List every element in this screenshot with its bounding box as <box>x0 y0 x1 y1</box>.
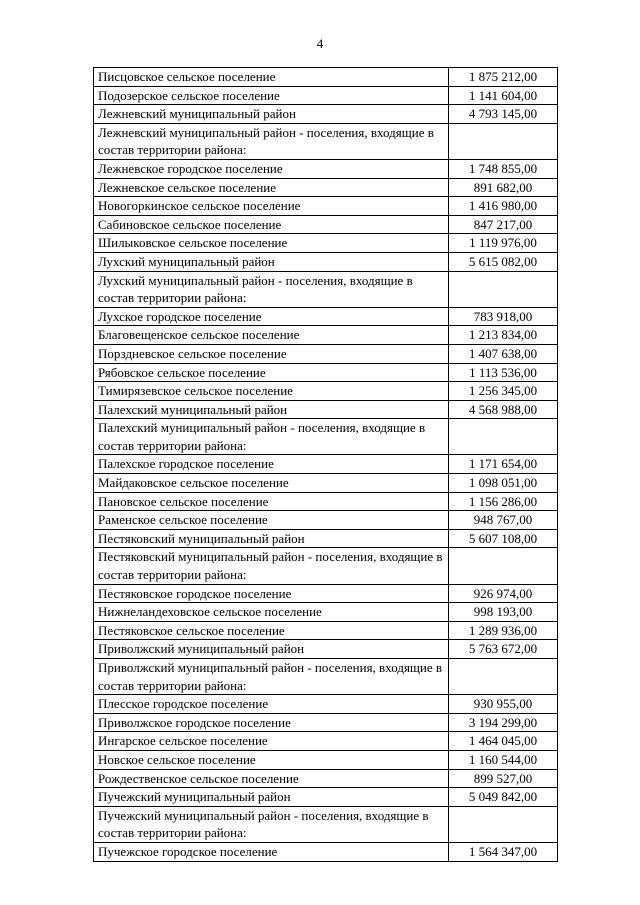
table-row <box>94 159 558 178</box>
settlement-name-cell: Палехское городское поселение <box>94 455 449 474</box>
settlement-name-cell: Новогоркинское сельское поселение <box>94 197 449 216</box>
amount-cell: 998 193,00 <box>449 603 558 622</box>
settlement-name-cell: Приволжский муниципальный район - поселения, входящие в состав территории района: <box>94 659 449 695</box>
table-row <box>94 400 558 419</box>
amount-cell: 1 407 638,00 <box>449 344 558 363</box>
table-row <box>94 713 558 732</box>
settlement-name-cell: Майдаковское сельское поселение <box>94 474 449 493</box>
amount-cell: 1 113 536,00 <box>449 363 558 382</box>
amount-cell: 5 615 082,00 <box>449 252 558 271</box>
table-row <box>94 788 558 807</box>
amount-cell: 5 763 672,00 <box>449 640 558 659</box>
table-row <box>94 492 558 511</box>
amount-cell <box>449 271 558 307</box>
settlement-name-cell: Приволжский муниципальный район <box>94 640 449 659</box>
settlement-name-cell: Лежневский муниципальный район - поселения, входящие в состав территории района: <box>94 123 449 159</box>
table-row <box>94 640 558 659</box>
amount-cell: 948 767,00 <box>449 511 558 530</box>
settlement-name-cell: Лежневское городское поселение <box>94 159 449 178</box>
settlement-name-cell: Шилыковское сельское поселение <box>94 234 449 253</box>
table-row <box>94 197 558 216</box>
amount-cell <box>449 548 558 584</box>
settlement-name-cell: Пестяковское сельское поселение <box>94 621 449 640</box>
settlement-name-cell: Пестяковский муниципальный район - поселения, входящие в состав территории района: <box>94 548 449 584</box>
settlement-name-cell: Порздневское сельское поселение <box>94 344 449 363</box>
amount-cell: 1 119 976,00 <box>449 234 558 253</box>
amount-cell <box>449 806 558 842</box>
table-row <box>94 584 558 603</box>
settlement-name-cell: Сабиновское сельское поселение <box>94 215 449 234</box>
budget-table-body <box>94 68 558 862</box>
amount-cell <box>449 659 558 695</box>
settlement-name-cell: Пановское сельское поселение <box>94 492 449 511</box>
amount-cell: 926 974,00 <box>449 584 558 603</box>
settlement-name-cell: Подозерское сельское поселение <box>94 86 449 105</box>
settlement-name-cell: Новское сельское поселение <box>94 750 449 769</box>
table-row <box>94 769 558 788</box>
amount-cell: 3 194 299,00 <box>449 713 558 732</box>
table-row <box>94 178 558 197</box>
amount-cell: 1 875 212,00 <box>449 68 558 87</box>
settlement-name-cell: Лухское городское поселение <box>94 307 449 326</box>
table-row <box>94 344 558 363</box>
settlement-name-cell: Тимирязевское сельское поселение <box>94 382 449 401</box>
table-row <box>94 603 558 622</box>
amount-cell: 930 955,00 <box>449 695 558 714</box>
table-row <box>94 529 558 548</box>
table-row <box>94 123 558 159</box>
table-row <box>94 326 558 345</box>
settlement-name-cell: Лухский муниципальный район <box>94 252 449 271</box>
settlement-name-cell: Рождественское сельское поселение <box>94 769 449 788</box>
page-number: 4 <box>316 36 324 51</box>
amount-cell: 783 918,00 <box>449 307 558 326</box>
amount-cell: 1 141 604,00 <box>449 86 558 105</box>
amount-cell: 1 171 654,00 <box>449 455 558 474</box>
table-row <box>94 363 558 382</box>
table-row <box>94 732 558 751</box>
settlement-name-cell: Лухский муниципальный район - поселения, входящие в состав территории района: <box>94 271 449 307</box>
settlement-name-cell: Пестяковский муниципальный район <box>94 529 449 548</box>
table-row <box>94 750 558 769</box>
table-row <box>94 382 558 401</box>
table-row <box>94 86 558 105</box>
amount-cell: 847 217,00 <box>449 215 558 234</box>
amount-cell: 5 049 842,00 <box>449 788 558 807</box>
table-row <box>94 806 558 842</box>
amount-cell: 891 682,00 <box>449 178 558 197</box>
table-row <box>94 271 558 307</box>
amount-cell: 1 156 286,00 <box>449 492 558 511</box>
amount-cell: 5 607 108,00 <box>449 529 558 548</box>
settlement-name-cell: Рябовское сельское поселение <box>94 363 449 382</box>
table-row <box>94 105 558 124</box>
settlement-name-cell: Благовещенское сельское поселение <box>94 326 449 345</box>
amount-cell: 1 289 936,00 <box>449 621 558 640</box>
table-row <box>94 307 558 326</box>
amount-cell: 1 160 544,00 <box>449 750 558 769</box>
amount-cell: 1 748 855,00 <box>449 159 558 178</box>
settlement-name-cell: Ингарское сельское поселение <box>94 732 449 751</box>
settlement-name-cell: Палехский муниципальный район - поселения, входящие в состав территории района: <box>94 419 449 455</box>
amount-cell: 4 793 145,00 <box>449 105 558 124</box>
settlement-name-cell: Лежневский муниципальный район <box>94 105 449 124</box>
settlement-name-cell: Пучежский муниципальный район <box>94 788 449 807</box>
settlement-name-cell: Плесское городское поселение <box>94 695 449 714</box>
table-row <box>94 455 558 474</box>
amount-cell: 1 564 347,00 <box>449 842 558 861</box>
settlement-name-cell: Писцовское сельское поселение <box>94 68 449 87</box>
amount-cell: 1 256 345,00 <box>449 382 558 401</box>
amount-cell: 1 416 980,00 <box>449 197 558 216</box>
table-row <box>94 252 558 271</box>
table-row <box>94 842 558 861</box>
table-row <box>94 695 558 714</box>
table-row <box>94 68 558 87</box>
budget-table <box>93 67 558 862</box>
table-row <box>94 215 558 234</box>
settlement-name-cell: Палехский муниципальный район <box>94 400 449 419</box>
amount-cell <box>449 419 558 455</box>
amount-cell: 4 568 988,00 <box>449 400 558 419</box>
settlement-name-cell: Пучежское городское поселение <box>94 842 449 861</box>
amount-cell: 1 098 051,00 <box>449 474 558 493</box>
settlement-name-cell: Приволжское городское поселение <box>94 713 449 732</box>
table-row <box>94 419 558 455</box>
settlement-name-cell: Лежневское сельское поселение <box>94 178 449 197</box>
amount-cell: 1 213 834,00 <box>449 326 558 345</box>
table-row <box>94 511 558 530</box>
settlement-name-cell: Пучежский муниципальный район - поселения, входящие в состав территории района: <box>94 806 449 842</box>
table-row <box>94 659 558 695</box>
table-row <box>94 474 558 493</box>
settlement-name-cell: Раменское сельское поселение <box>94 511 449 530</box>
settlement-name-cell: Пестяковское городское поселение <box>94 584 449 603</box>
table-row <box>94 548 558 584</box>
amount-cell <box>449 123 558 159</box>
settlement-name-cell: Нижнеландеховское сельское поселение <box>94 603 449 622</box>
amount-cell: 1 464 045,00 <box>449 732 558 751</box>
amount-cell: 899 527,00 <box>449 769 558 788</box>
table-row <box>94 234 558 253</box>
table-row <box>94 621 558 640</box>
